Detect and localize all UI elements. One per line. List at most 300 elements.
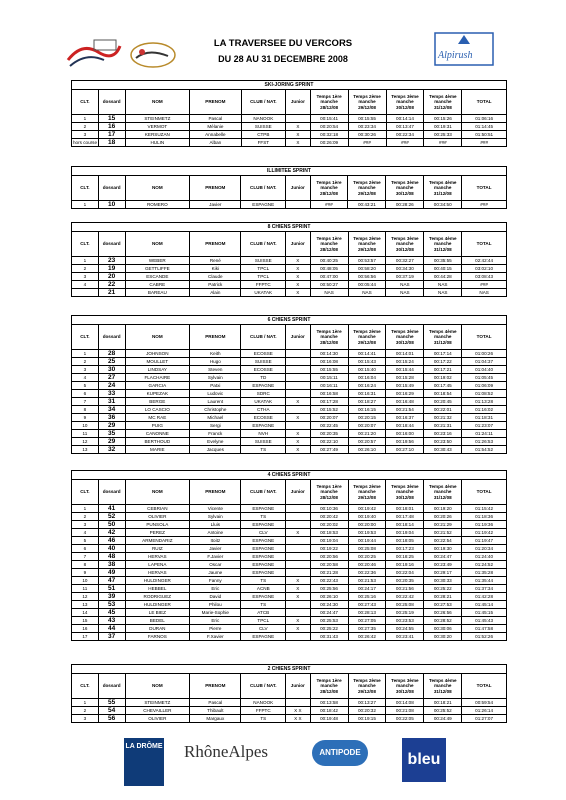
table-cell: 01:54:52	[462, 446, 507, 454]
column-header: TOTAL	[462, 90, 507, 115]
table-cell: CEBRIAN	[125, 505, 190, 513]
table-cell: LINDSAY	[125, 366, 190, 374]
table-cell: X	[286, 139, 311, 147]
table-cell: 00:15:55	[310, 366, 348, 374]
table-cell: 00:14:01	[386, 350, 424, 358]
table-row	[72, 585, 507, 593]
table-cell: 00:19:04	[386, 529, 424, 537]
table-cell: 01:24:40	[462, 553, 507, 561]
table-row	[72, 617, 507, 625]
table-cell: 1	[72, 505, 99, 513]
table-cell: 01:24:52	[462, 561, 507, 569]
table-cell: X	[286, 446, 311, 454]
table-cell: 01:26:53	[462, 438, 507, 446]
table-cell: Laurent	[190, 398, 241, 406]
column-header: Temps 3ème manche 30/12/08	[386, 90, 424, 115]
table-cell	[286, 115, 311, 123]
table-cell: GETTLIFFE	[125, 265, 190, 273]
column-header: PRENOM	[190, 232, 241, 257]
event-dates: DU 28 AU 31 DECEMBRE 2008	[218, 54, 348, 64]
table-cell: hors course	[73, 140, 98, 145]
table-cell	[286, 374, 311, 382]
table-cell: 7	[72, 553, 99, 561]
table-cell: 00:19:15	[348, 715, 386, 723]
table-cell: 01:14:45	[462, 123, 507, 131]
table-cell: 00:15:24	[386, 358, 424, 366]
table-cell: Keith	[190, 350, 241, 358]
table-cell: HEBBEL	[125, 585, 190, 593]
table-cell: HULIN	[125, 139, 190, 147]
rhone-alpes-logo: RhôneAlpes	[184, 742, 269, 761]
table-cell: 00:17:48	[386, 513, 424, 521]
column-header: Temps 4ème manche 31/12/08	[424, 90, 462, 115]
table-cell: RODRIGUEZ	[125, 593, 190, 601]
table-cell: CTPB	[241, 131, 286, 139]
table-cell: Pierre	[190, 625, 241, 633]
table-cell: 00:25:52	[424, 707, 462, 715]
table-cell: 31	[98, 398, 125, 406]
table-cell: 01:00:26	[462, 350, 507, 358]
table-cell: OLIVIER	[125, 715, 190, 723]
table-cell: 53	[98, 601, 125, 609]
table-cell: 00:27:05	[348, 617, 386, 625]
table-cell: 7	[72, 398, 99, 406]
results-table	[71, 315, 507, 454]
table-cell: 22	[98, 281, 125, 289]
table-cell: 51	[98, 585, 125, 593]
table-cell	[286, 505, 311, 513]
table-row	[72, 115, 507, 123]
table-cell: 00:16:15	[348, 406, 386, 414]
table-cell: MC RAE	[125, 414, 190, 422]
table-cell: 01:23:07	[462, 422, 507, 430]
column-header: NOM	[125, 325, 190, 350]
table-cell: 00:15:55	[348, 115, 386, 123]
table-row	[72, 350, 507, 358]
table-cell: Javier	[190, 545, 241, 553]
table-cell: 12	[72, 438, 99, 446]
table-cell: Marie-Sophie	[190, 609, 241, 617]
table-row	[72, 561, 507, 569]
table-cell: 11	[72, 585, 99, 593]
table-cell: ESPAGNE	[241, 561, 286, 569]
table-cell: X	[286, 438, 311, 446]
table-cell: 9	[72, 569, 99, 577]
table-cell: 00:20:45	[424, 398, 462, 406]
table-cell: KERSUZAN	[125, 131, 190, 139]
table-cell: 00:50:27	[310, 281, 348, 289]
table-row	[72, 707, 507, 715]
table-cell: 00:30:26	[348, 131, 386, 139]
table-cell: 01:04:40	[462, 366, 507, 374]
table-cell: 00:18:05	[386, 537, 424, 545]
table-cell: 00:22:45	[310, 422, 348, 430]
table-cell: Oscar	[190, 561, 241, 569]
table-row	[72, 366, 507, 374]
table-cell: 00:30:33	[424, 577, 462, 585]
table-cell: 3	[72, 521, 99, 529]
table-cell: X X	[286, 707, 311, 715]
table-cell: Christophe	[190, 406, 241, 414]
table-cell: 00:40:25	[310, 257, 348, 265]
table-cell: 00:25:53	[310, 617, 348, 625]
table-cell: 00:18:54	[424, 390, 462, 398]
table-cell: X	[286, 430, 311, 438]
column-header: Temps 1ère manche 28/12/08	[310, 480, 348, 505]
table-cell: 3	[72, 366, 99, 374]
column-header: Temps 1ère manche 28/12/08	[310, 674, 348, 699]
table-cell: 01:18:36	[462, 513, 507, 521]
table-cell: 6	[72, 390, 99, 398]
column-header: Temps 2ème manche 29/12/08	[348, 90, 386, 115]
table-cell: 00:22:34	[386, 131, 424, 139]
table-cell: X	[286, 257, 311, 265]
column-header: PRENOM	[190, 176, 241, 201]
table-cell: 00:20:00	[348, 521, 386, 529]
table-cell: FFPTC	[241, 707, 286, 715]
table-cell: F.Xavier	[190, 633, 241, 641]
table-cell: STEINMETZ	[125, 699, 190, 707]
column-header: Junior	[286, 325, 311, 350]
column-header: PRENOM	[190, 90, 241, 115]
table-cell: 00:20:25	[348, 553, 386, 561]
table-cell: X	[286, 131, 311, 139]
table-cell: 00:19:20	[424, 505, 462, 513]
table-cell	[286, 699, 311, 707]
table-cell: 01:42:28	[462, 593, 507, 601]
table-cell: 00:18:44	[386, 422, 424, 430]
column-header: Temps 3ème manche 30/12/08	[386, 480, 424, 505]
results-table	[71, 80, 507, 147]
table-cell: 29	[98, 438, 125, 446]
table-cell: 00:25:16	[348, 593, 386, 601]
section-title: ILLIMITEE SPRINT	[72, 167, 507, 176]
table-cell: ESPAGNE	[241, 422, 286, 430]
table-cell: 35	[98, 430, 125, 438]
table-cell: NAS	[310, 289, 348, 297]
table-cell: NAS	[348, 289, 386, 297]
column-header: CLUB / NAT.	[241, 90, 286, 115]
table-cell: 44	[98, 625, 125, 633]
table-cell: Javier	[190, 201, 241, 209]
table-row	[72, 609, 507, 617]
table-cell: 00:37:19	[386, 273, 424, 281]
table-cell: 00:16:58	[310, 390, 348, 398]
table-cell: ESPAGNE	[241, 633, 286, 641]
table-cell: 00:16:29	[386, 390, 424, 398]
column-header: PRENOM	[190, 674, 241, 699]
table-cell: 00:16:48	[386, 398, 424, 406]
column-header: Temps 2ème manche 29/12/08	[348, 480, 386, 505]
table-cell: 29	[98, 422, 125, 430]
column-header: Temps 3ème manche 30/12/08	[386, 232, 424, 257]
table-cell: 00:17:14	[424, 350, 462, 358]
table-cell: 01:47:58	[462, 625, 507, 633]
column-header: Temps 4ème manche 31/12/08	[424, 325, 462, 350]
table-cell: 3	[72, 273, 99, 281]
table-cell: 01:18:31	[462, 414, 507, 422]
table-cell: Mélanie	[190, 123, 241, 131]
column-header-row	[72, 325, 507, 350]
table-cell: ECOSSE	[241, 366, 286, 374]
table-cell: 40	[98, 545, 125, 553]
table-cell: 01:35:28	[462, 569, 507, 577]
results-table	[71, 664, 507, 723]
table-cell: ESPAGNE	[241, 201, 286, 209]
column-header: TOTAL	[462, 325, 507, 350]
table-cell: Sylvain	[190, 374, 241, 382]
table-cell: Kiki	[190, 265, 241, 273]
column-header: PRENOM	[190, 325, 241, 350]
table-cell: 2	[72, 358, 99, 366]
table-cell: 00:23:41	[386, 633, 424, 641]
column-header: NOM	[125, 232, 190, 257]
table-cell: 00:24:17	[348, 585, 386, 593]
results-table	[71, 222, 507, 297]
table-cell: UKATAK	[241, 289, 286, 297]
table-cell: 00:24:47	[424, 553, 462, 561]
table-cell: 01:27:07	[462, 715, 507, 723]
column-header: dossard	[98, 176, 125, 201]
table-cell: 00:20:54	[310, 123, 348, 131]
table-cell: 00:35:55	[424, 257, 462, 265]
table-cell: 01:20:34	[462, 545, 507, 553]
table-cell: 13	[72, 601, 99, 609]
table-cell: Sergi	[190, 422, 241, 430]
table-cell: X	[286, 585, 311, 593]
column-header-row	[72, 176, 507, 201]
column-header: TOTAL	[462, 176, 507, 201]
table-cell: X	[286, 617, 311, 625]
table-cell: ESPAGNE	[241, 569, 286, 577]
section-title: 8 CHIENS SPRINT	[72, 223, 507, 232]
table-cell: 00:17:21	[424, 366, 462, 374]
table-cell: 00:20:42	[310, 513, 348, 521]
table-cell: 00:15:52	[310, 406, 348, 414]
table-cell: CTHA	[241, 406, 286, 414]
table-cell: 3	[72, 131, 99, 139]
table-cell: 00:18:42	[310, 707, 348, 715]
column-header: Temps 4ème manche 31/12/08	[424, 176, 462, 201]
table-cell: F.Javier	[190, 553, 241, 561]
table-cell	[286, 513, 311, 521]
table-cell: 00:24:55	[386, 625, 424, 633]
table-cell: 00:17:23	[386, 545, 424, 553]
table-cell: LO CASCIO	[125, 406, 190, 414]
table-cell: 03:08:43	[462, 273, 507, 281]
table-cell: 52	[98, 513, 125, 521]
table-cell: 00:25:08	[386, 601, 424, 609]
table-cell: 01:37:34	[462, 585, 507, 593]
table-cell: X	[286, 398, 311, 406]
table-cell: CLV	[241, 625, 286, 633]
table-cell: 00:21:54	[386, 406, 424, 414]
table-cell: NVH	[241, 430, 286, 438]
table-cell: 00:15:43	[348, 358, 386, 366]
table-row	[72, 537, 507, 545]
table-cell: 28	[98, 350, 125, 358]
la-drome-text: LA DRÔME	[125, 743, 163, 750]
table-cell: 43	[98, 617, 125, 625]
table-cell: NAS	[386, 289, 424, 297]
table-cell: 49	[98, 569, 125, 577]
column-header: CLUB / NAT.	[241, 674, 286, 699]
table-row	[72, 201, 507, 209]
table-cell: Michael	[190, 414, 241, 422]
table-cell: 00:19:02	[424, 374, 462, 382]
table-cell: ACNB	[241, 585, 286, 593]
table-cell: Thibault	[190, 707, 241, 715]
table-cell: 5	[72, 382, 99, 390]
table-cell: Sylvain	[190, 513, 241, 521]
column-header: Temps 3ème manche 30/12/08	[386, 176, 424, 201]
table-cell: NAS	[462, 289, 507, 297]
table-row	[72, 289, 507, 297]
table-cell: ESPAGNE	[241, 593, 286, 601]
table-cell: 00:15:11	[310, 374, 348, 382]
table-cell: UKATAK	[241, 398, 286, 406]
table-cell: 00:27:35	[348, 625, 386, 633]
table-row	[72, 446, 507, 454]
table-cell: 00:28:52	[424, 617, 462, 625]
table-cell: SDRC	[241, 390, 286, 398]
table-cell: 50	[98, 521, 125, 529]
table-cell: ROMERO	[125, 201, 190, 209]
table-cell: OLIVIER	[125, 513, 190, 521]
table-cell: 02:42:44	[462, 257, 507, 265]
table-cell: 8	[72, 561, 99, 569]
table-row	[72, 553, 507, 561]
table-row	[72, 139, 507, 147]
column-header: Temps 4ème manche 31/12/08	[424, 480, 462, 505]
table-cell: KUPEZAK	[125, 390, 190, 398]
sponsors-footer	[0, 730, 566, 790]
table-cell: TPCL	[241, 265, 286, 273]
table-row	[72, 438, 507, 446]
table-cell	[286, 358, 311, 366]
table-cell: 00:27:43	[348, 601, 386, 609]
table-cell: 39	[98, 593, 125, 601]
table-cell: ARMENDARIZ	[125, 537, 190, 545]
table-cell: 01:04:37	[462, 358, 507, 366]
table-cell: TS	[241, 715, 286, 723]
table-cell: MARIE	[125, 446, 190, 454]
table-row	[72, 601, 507, 609]
table-cell: 01:06:16	[462, 115, 507, 123]
table-row	[72, 257, 507, 265]
table-row	[72, 625, 507, 633]
column-header: Temps 3ème manche 30/12/08	[386, 674, 424, 699]
table-cell: 15	[98, 115, 125, 123]
table-cell: 11	[72, 430, 99, 438]
table-cell: 10	[98, 201, 125, 209]
table-cell: 00:18:01	[386, 505, 424, 513]
table-row	[72, 390, 507, 398]
column-header: Temps 3ème manche 30/12/08	[386, 325, 424, 350]
table-cell: 00:47:00	[310, 273, 348, 281]
table-row	[72, 374, 507, 382]
table-row	[72, 430, 507, 438]
table-cell: Jacques	[190, 446, 241, 454]
table-cell: 00:21:29	[424, 521, 462, 529]
table-cell: Fanny	[190, 577, 241, 585]
table-cell: 00:56:56	[348, 273, 386, 281]
table-cell: ESCANDE	[125, 273, 190, 281]
table-cell: NAS	[386, 281, 424, 289]
table-cell: 00:20:35	[310, 430, 348, 438]
table-row	[72, 422, 507, 430]
table-cell: 2	[72, 123, 99, 131]
table-cell: Philou	[190, 601, 241, 609]
column-header: Temps 4ème manche 31/12/08	[424, 232, 462, 257]
alpirush-logo-icon	[434, 32, 494, 66]
table-cell: ESPAGNE	[241, 553, 286, 561]
table-cell: Claude	[190, 273, 241, 281]
table-cell: TS	[241, 601, 286, 609]
table-cell: 00:13:27	[348, 699, 386, 707]
column-header: Temps 2ème manche 29/12/08	[348, 232, 386, 257]
table-cell: 00:27:53	[424, 601, 462, 609]
table-cell: 00:14:41	[348, 350, 386, 358]
table-cell: 00:25:22	[424, 585, 462, 593]
section-title: 2 CHIENS SPRINT	[72, 665, 507, 674]
table-cell: NANOOK	[241, 699, 286, 707]
table-cell: 2	[72, 513, 99, 521]
table-cell: 00:25:19	[386, 609, 424, 617]
column-header: Temps 2ème manche 29/12/08	[348, 674, 386, 699]
table-row	[72, 521, 507, 529]
table-cell: 01:45:14	[462, 601, 507, 609]
table-cell: 00:16:00	[386, 430, 424, 438]
table-cell: 00:25:08	[348, 545, 386, 553]
table-row	[72, 545, 507, 553]
table-cell: 00:24:47	[310, 609, 348, 617]
table-cell: 01:19:36	[462, 521, 507, 529]
table-cell: 00:19:42	[348, 505, 386, 513]
table-cell: 9	[72, 414, 99, 422]
table-cell: 00:27:49	[310, 446, 348, 454]
table-cell: 37	[98, 633, 125, 641]
table-cell: 00:13:58	[310, 699, 348, 707]
table-cell: ECOSSE	[241, 350, 286, 358]
table-cell: 00:20:58	[310, 561, 348, 569]
table-cell: 6	[72, 545, 99, 553]
table-cell: 5	[72, 537, 99, 545]
table-cell: HERVAS	[125, 553, 190, 561]
table-cell: 33	[98, 390, 125, 398]
table-cell: 01:19:42	[462, 529, 507, 537]
table-cell: 00:32:27	[386, 257, 424, 265]
column-header: Temps 2ème manche 29/12/08	[348, 325, 386, 350]
table-cell: 01:16:02	[462, 406, 507, 414]
table-cell: 1	[72, 115, 99, 123]
table-cell: Eric	[190, 585, 241, 593]
table-cell: X	[286, 265, 311, 273]
table-cell: 00:28:21	[424, 593, 462, 601]
table-cell: Evelyne	[190, 438, 241, 446]
table-cell: NAS	[424, 281, 462, 289]
table-cell: 00:20:56	[310, 553, 348, 561]
table-row	[72, 633, 507, 641]
table-cell: CANONNE	[125, 430, 190, 438]
table-cell: TS	[241, 446, 286, 454]
table-cell: X	[286, 289, 311, 297]
column-header-row	[72, 674, 507, 699]
table-cell: 00:22:43	[310, 577, 348, 585]
section-title: 6 CHIENS SPRINT	[72, 316, 507, 325]
table-cell: 1	[72, 699, 99, 707]
table-cell: Lluis	[190, 521, 241, 529]
